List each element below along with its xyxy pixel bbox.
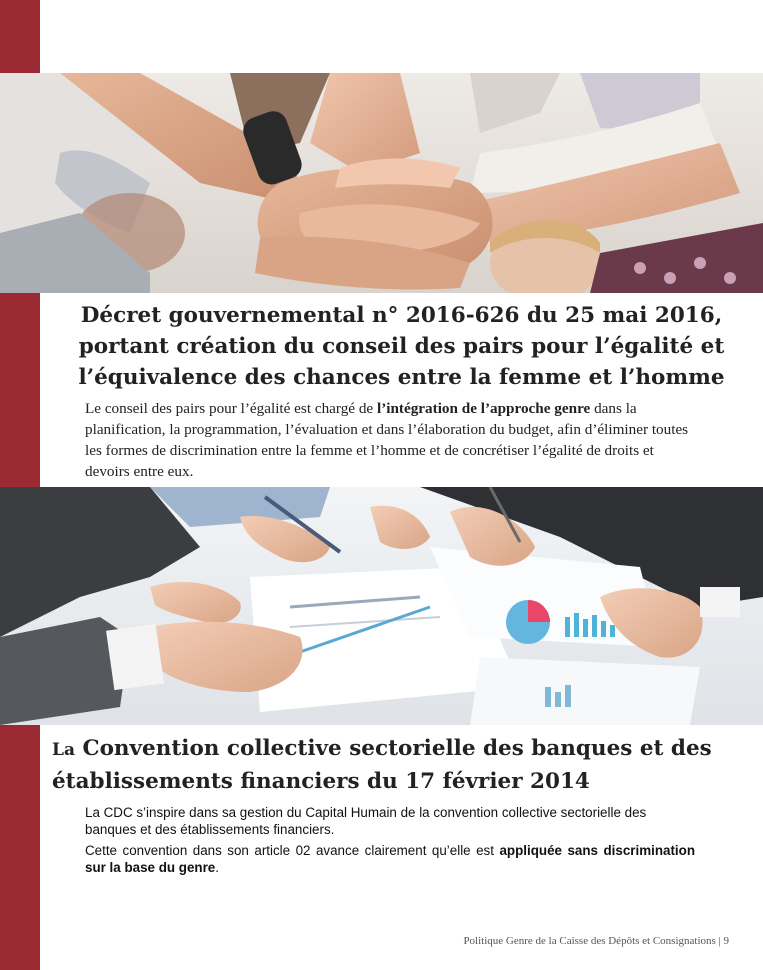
- convention-text-bold: appliquée sans discrimination sur la base du genre: [85, 843, 695, 875]
- accent-bar-top: [0, 0, 40, 73]
- stacked-hands-photo: [0, 73, 763, 293]
- decree-text-start: Le conseil des pairs pour l’égalité est chargé de: [85, 400, 377, 417]
- convention-paragraph-1: La CDC s’inspire dans sa gestion du Capital Humain de la convention collective sectorielle des banques et des établissements financiers.: [85, 805, 647, 837]
- decree-text-end: dans la planification, la programmation, l’évaluation et dans l’élaboration du budget, afin d’éliminer toutes les formes de discrimination entre la femme et l’homme et de concrétiser l’égalité de droits et devoirs entre eux.: [85, 400, 689, 480]
- convention-title-prefix: La: [52, 740, 75, 760]
- convention-text-start: Cette convention dans son article 02 avance clairement qu’elle est: [85, 843, 500, 858]
- decree-text-bold: l’intégration de l’approche genre: [376, 400, 591, 417]
- accent-bar-middle: [0, 293, 40, 487]
- business-meeting-photo: [0, 487, 763, 725]
- accent-bar-bottom: [0, 725, 40, 970]
- decree-paragraph: [85, 398, 697, 482]
- convention-paragraph-2: [85, 842, 695, 876]
- convention-title: [52, 733, 752, 797]
- decree-title: Décret gouvernemental n° 2016-626 du 25 mai 2016, portant création du conseil des pairs pour l’égalité et l’équivalence des chances entre la femme et l’homme: [78, 303, 725, 390]
- convention-title-rest: Convention collective sectorielle des banques et des établissements financiers du 17 février 2014: [52, 736, 712, 794]
- convention-text-end: .: [215, 860, 219, 875]
- page-footer: Politique Genre de la Caisse des Dépôts et Consignations | 9: [463, 935, 729, 947]
